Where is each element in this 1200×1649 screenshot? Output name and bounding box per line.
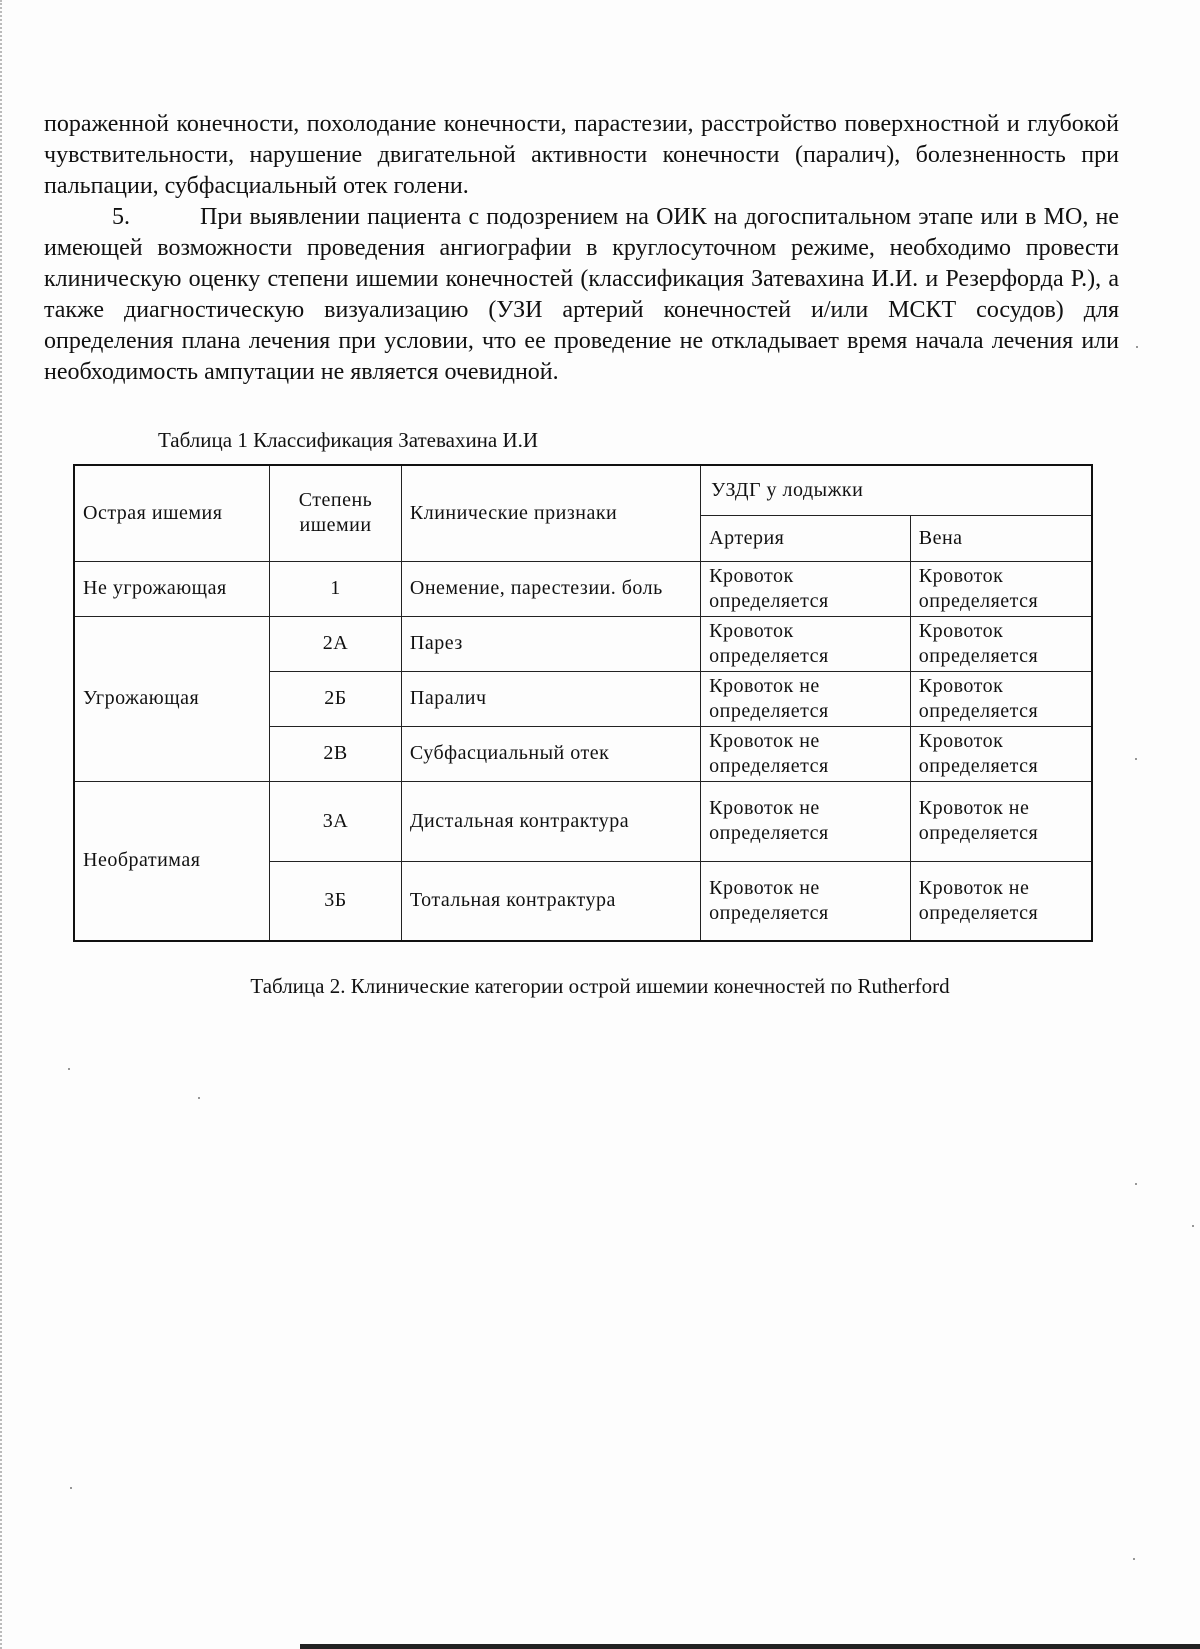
body-text	[44, 109, 1119, 388]
signs-cell: Дистальная контрактура	[401, 781, 700, 861]
group-threatening: Угрожающая	[74, 616, 270, 781]
bottom-scan-border	[300, 1644, 1200, 1649]
ischemia-classification-table	[73, 464, 1093, 942]
vein-cell: Кровоток не определяется	[910, 781, 1092, 861]
scan-speck	[1136, 346, 1138, 348]
group-irreversible: Необратимая	[74, 781, 270, 941]
scan-speck	[198, 1097, 200, 1099]
grade-cell: 3А	[270, 781, 402, 861]
header-artery: Артерия	[701, 515, 911, 561]
header-signs: Клинические признаки	[401, 465, 700, 561]
signs-cell: Парез	[401, 616, 700, 671]
table-row	[74, 561, 1092, 616]
signs-cell: Тотальная контрактура	[401, 861, 700, 941]
vein-cell: Кровоток определяется	[910, 726, 1092, 781]
header-vein: Вена	[910, 515, 1092, 561]
artery-cell: Кровоток не определяется	[701, 726, 911, 781]
table-row	[74, 781, 1092, 861]
artery-cell: Кровоток определяется	[701, 561, 911, 616]
scan-speck	[70, 1487, 72, 1489]
table-row	[74, 616, 1092, 671]
table1-caption: Таблица 1 Классификация Затевахина И.И	[158, 428, 539, 452]
list-item-5	[44, 202, 1119, 388]
vein-cell: Кровоток определяется	[910, 671, 1092, 726]
signs-cell: Субфасциальный отек	[401, 726, 700, 781]
artery-cell: Кровоток не определяется	[701, 671, 911, 726]
paragraph-continuation: пораженной конечности, похолодание конечности, парастезии, расстройство поверхностной и глубокой чувствительности, нарушение двигательной активности конечности (паралич), болезненность при пальпации, субфасциальный отек голени.	[44, 111, 1119, 199]
vein-cell: Кровоток не определяется	[910, 861, 1092, 941]
scan-speck	[1135, 1183, 1137, 1185]
artery-cell: Кровоток определяется	[701, 616, 911, 671]
grade-cell: 1	[270, 561, 402, 616]
grade-cell: 3Б	[270, 861, 402, 941]
list-item-number: 5.	[112, 204, 130, 230]
group-non-threatening: Не угрожающая	[74, 561, 270, 616]
vein-cell: Кровоток определяется	[910, 561, 1092, 616]
table2-caption: Таблица 2. Клинические категории острой ишемии конечностей по Rutherford	[250, 974, 950, 998]
grade-cell: 2В	[270, 726, 402, 781]
header-uzdg: УЗДГ у лодыжки	[701, 465, 1092, 515]
scan-edge	[0, 0, 6, 1649]
signs-cell: Паралич	[401, 671, 700, 726]
vein-cell: Кровоток определяется	[910, 616, 1092, 671]
signs-cell: Онемение, парестезии. боль	[401, 561, 700, 616]
artery-cell: Кровоток не определяется	[701, 781, 911, 861]
grade-cell: 2Б	[270, 671, 402, 726]
table-header-row	[74, 465, 1092, 515]
list-item-text: При выявлении пациента с подозрением на ОИК на догоспитальном этапе или в МО, не имеющей возможности проведения ангиографии в круглосуточном режиме, необходимо провести клиническую оценку степени ишемии конечностей (классификация Затевахина И.И. и Резерфорда Р.), а также диагностическую визуализацию (УЗИ артерий конечностей и/или МСКТ сосудов) для определения плана лечения при условии, что ее проведение не откладывает время начала лечения или необходимость ампутации не является очевидной.	[44, 204, 1119, 385]
artery-cell: Кровоток не определяется	[701, 861, 911, 941]
scan-speck	[1192, 1225, 1194, 1227]
grade-cell: 2А	[270, 616, 402, 671]
header-ischemia: Острая ишемия	[74, 465, 270, 561]
scan-speck	[68, 1068, 70, 1070]
header-grade: Степень ишемии	[270, 465, 402, 561]
scan-speck	[1133, 1558, 1135, 1560]
scan-speck	[1135, 758, 1137, 760]
